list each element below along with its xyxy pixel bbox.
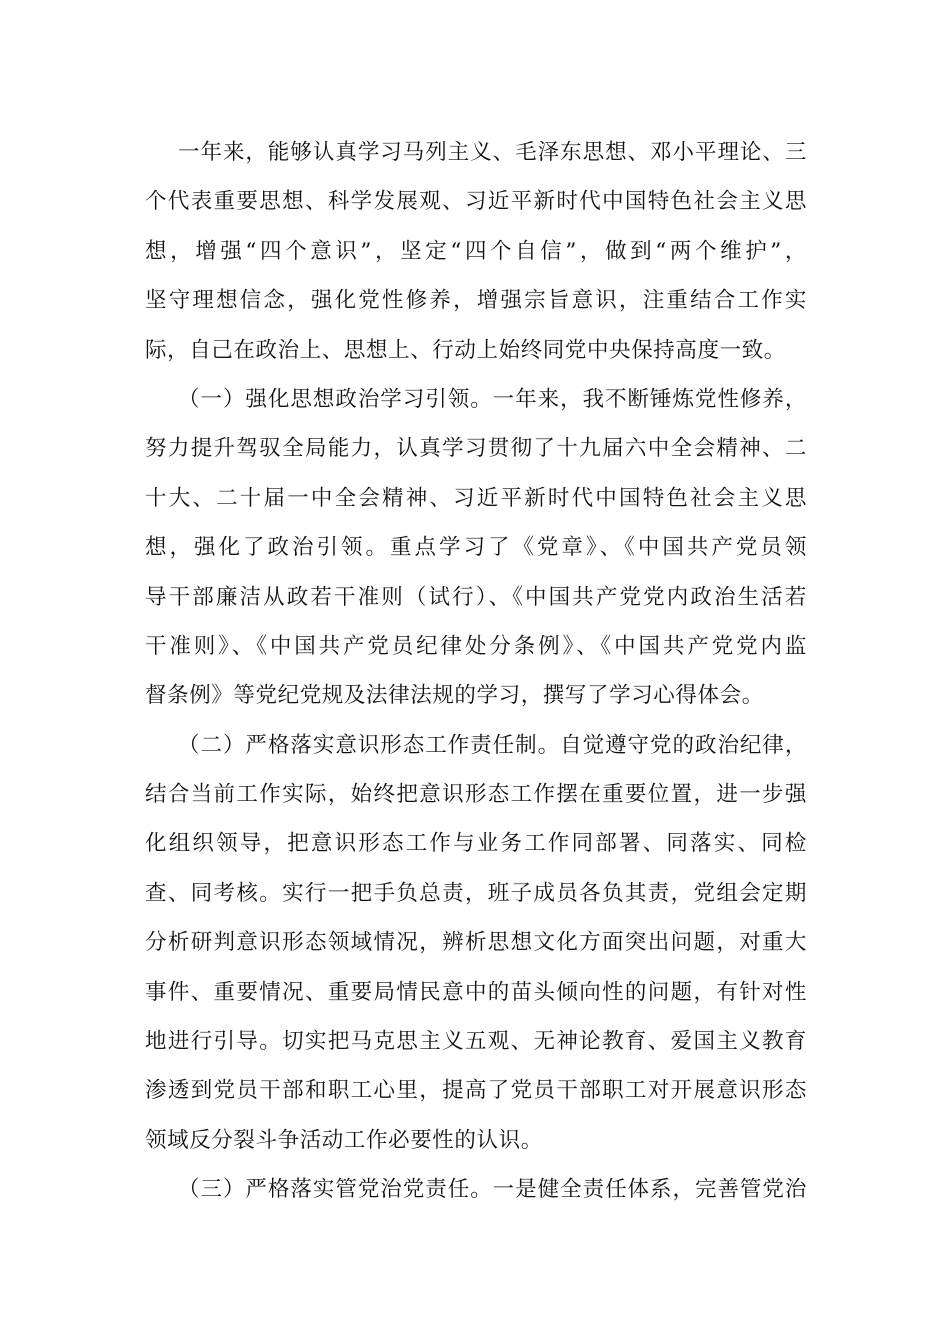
text-line: 坚守理想信念，强化党性修养，增强宗旨意识，注重结合工作实 — [145, 288, 807, 314]
text-line: 想，增强“四个意识”，坚定“四个自信”，做到“两个维护”， — [145, 238, 807, 264]
text-line: 领域反分裂斗争活动工作必要性的认识。 — [145, 1127, 543, 1153]
text-line: 十大、二十届一中全会精神、习近平新时代中国特色社会主义思 — [145, 485, 807, 511]
text-line: （三）严格落实管党治党责任。一是健全责任体系，完善管党治 — [178, 1177, 807, 1203]
text-line: 渗透到党员干部和职工心里，提高了党员干部职工对开展意识形态 — [145, 1078, 807, 1104]
text-line: 事件、重要情况、重要局情民意中的苗头倾向性的问题，有针对性 — [145, 979, 807, 1005]
text-line: 化组织领导，把意识形态工作与业务工作同部署、同落实、同检 — [145, 831, 807, 857]
text-line: 际，自己在政治上、思想上、行动上始终同党中央保持高度一致。 — [145, 337, 786, 363]
text-line: （一）强化思想政治学习引领。一年来，我不断锤炼党性修养， — [178, 386, 807, 412]
text-line: 导干部廉洁从政若干准则（试行）、《中国共产党党内政治生活若 — [145, 584, 807, 610]
text-line: 个代表重要思想、科学发展观、习近平新时代中国特色社会主义思 — [145, 189, 807, 215]
text-line: 查、同考核。实行一把手负总责，班子成员各负其责，党组会定期 — [145, 880, 807, 906]
text-line: 干准则》、《中国共产党员纪律处分条例》、《中国共产党党内监 — [145, 633, 807, 659]
text-line: 努力提升驾驭全局能力，认真学习贯彻了十九届六中全会精神、二 — [145, 436, 807, 462]
text-line: 督条例》等党纪党规及法律法规的学习，撰写了学习心得体会。 — [145, 683, 764, 709]
document-body — [145, 128, 807, 1215]
text-line: 想，强化了政治引领。重点学习了《党章》、《中国共产党员领 — [145, 535, 807, 561]
text-line: 地进行引导。切实把马克思主义五观、无神论教育、爱国主义教育 — [145, 1029, 807, 1055]
text-line: （二）严格落实意识形态工作责任制。自觉遵守党的政治纪律， — [178, 732, 807, 758]
text-line: 结合当前工作实际，始终把意识形态工作摆在重要位置，进一步强 — [145, 782, 807, 808]
text-line: 一年来，能够认真学习马列主义、毛泽东思想、邓小平理论、三 — [178, 140, 807, 165]
text-line: 分析研判意识形态领域情况，辨析思想文化方面突出问题，对重大 — [145, 930, 807, 956]
